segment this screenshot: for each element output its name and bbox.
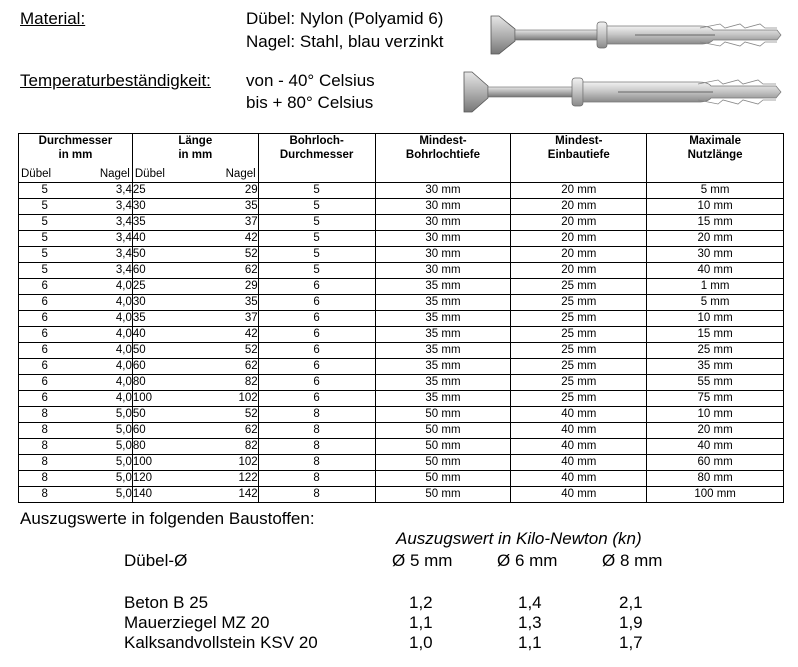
cell-bohrlochtiefe: 50 mm xyxy=(375,406,511,422)
subheader-nagel-laenge: Nagel xyxy=(182,167,258,183)
header-durchmesser: Durchmesser in mm xyxy=(19,134,133,167)
cell-nagel-diameter: 3,4 xyxy=(70,214,132,230)
cell-nutzlaenge: 60 mm xyxy=(647,454,784,470)
cell-duebel-diameter: 6 xyxy=(19,278,71,294)
nail-anchor-short-image xyxy=(485,14,785,56)
cell-duebel-length: 25 xyxy=(132,278,182,294)
cell-nagel-length: 29 xyxy=(182,278,258,294)
cell-bohrloch-durchmesser: 8 xyxy=(258,454,375,470)
pullout-column-6mm: Ø 6 mm xyxy=(497,551,558,570)
cell-duebel-diameter: 5 xyxy=(19,198,71,214)
cell-einbautiefe: 25 mm xyxy=(511,390,647,406)
cell-duebel-diameter: 6 xyxy=(19,358,71,374)
cell-nutzlaenge: 1 mm xyxy=(647,278,784,294)
pullout-row-value: 1,2 xyxy=(409,593,433,612)
cell-nutzlaenge: 5 mm xyxy=(647,182,784,198)
table-row xyxy=(19,454,784,470)
cell-nutzlaenge: 25 mm xyxy=(647,342,784,358)
cell-nagel-length: 62 xyxy=(182,422,258,438)
pullout-row-value: 1,0 xyxy=(409,633,433,652)
cell-duebel-length: 40 xyxy=(132,230,182,246)
cell-nagel-diameter: 4,0 xyxy=(70,390,132,406)
cell-einbautiefe: 20 mm xyxy=(511,198,647,214)
cell-duebel-diameter: 8 xyxy=(19,470,71,486)
cell-nagel-length: 42 xyxy=(182,326,258,342)
cell-nagel-diameter: 4,0 xyxy=(70,326,132,342)
pullout-row-material: Mauerziegel MZ 20 xyxy=(124,613,270,632)
cell-duebel-diameter: 6 xyxy=(19,390,71,406)
material-label: Material: xyxy=(20,9,86,28)
pullout-intro: Auszugswerte in folgenden Baustoffen: xyxy=(20,509,315,528)
cell-duebel-length: 30 xyxy=(132,198,182,214)
cell-duebel-diameter: 8 xyxy=(19,486,71,502)
cell-duebel-length: 60 xyxy=(132,422,182,438)
cell-nagel-length: 52 xyxy=(182,406,258,422)
cell-duebel-diameter: 6 xyxy=(19,326,71,342)
cell-nagel-length: 122 xyxy=(182,470,258,486)
cell-bohrlochtiefe: 35 mm xyxy=(375,326,511,342)
cell-nagel-diameter: 3,4 xyxy=(70,230,132,246)
cell-bohrlochtiefe: 50 mm xyxy=(375,454,511,470)
cell-duebel-diameter: 5 xyxy=(19,262,71,278)
cell-bohrloch-durchmesser: 6 xyxy=(258,342,375,358)
nail-anchor-long-image xyxy=(458,70,788,114)
cell-nagel-length: 42 xyxy=(182,230,258,246)
cell-nagel-length: 62 xyxy=(182,358,258,374)
cell-einbautiefe: 25 mm xyxy=(511,358,647,374)
header-maximale-nutzlaenge: Maximale Nutzlänge xyxy=(647,134,784,183)
header-mindest-einbautiefe: Mindest- Einbautiefe xyxy=(511,134,647,183)
cell-nagel-diameter: 4,0 xyxy=(70,294,132,310)
cell-bohrloch-durchmesser: 8 xyxy=(258,486,375,502)
table-row xyxy=(19,422,784,438)
cell-einbautiefe: 20 mm xyxy=(511,262,647,278)
material-line-2: Nagel: Stahl, blau verzinkt xyxy=(246,32,444,51)
cell-einbautiefe: 25 mm xyxy=(511,326,647,342)
cell-nutzlaenge: 30 mm xyxy=(647,246,784,262)
cell-bohrloch-durchmesser: 5 xyxy=(258,182,375,198)
cell-nagel-length: 37 xyxy=(182,310,258,326)
cell-duebel-length: 60 xyxy=(132,358,182,374)
cell-duebel-diameter: 8 xyxy=(19,438,71,454)
table-row xyxy=(19,470,784,486)
table-row xyxy=(19,406,784,422)
subheader-nagel: Nagel xyxy=(70,167,132,183)
cell-bohrlochtiefe: 30 mm xyxy=(375,198,511,214)
subheader-duebel: Dübel xyxy=(19,167,71,183)
cell-bohrloch-durchmesser: 8 xyxy=(258,470,375,486)
cell-duebel-length: 80 xyxy=(132,438,182,454)
cell-nutzlaenge: 40 mm xyxy=(647,438,784,454)
cell-einbautiefe: 40 mm xyxy=(511,470,647,486)
header-bohrloch-durchmesser: Bohrloch- Durchmesser xyxy=(258,134,375,183)
cell-duebel-diameter: 8 xyxy=(19,454,71,470)
cell-bohrloch-durchmesser: 5 xyxy=(258,198,375,214)
cell-nagel-length: 142 xyxy=(182,486,258,502)
cell-duebel-diameter: 5 xyxy=(19,214,71,230)
cell-nagel-diameter: 5,0 xyxy=(70,454,132,470)
table-row xyxy=(19,326,784,342)
cell-duebel-diameter: 5 xyxy=(19,182,71,198)
cell-bohrloch-durchmesser: 6 xyxy=(258,278,375,294)
pullout-row-material: Kalksandvollstein KSV 20 xyxy=(124,633,318,652)
cell-einbautiefe: 40 mm xyxy=(511,454,647,470)
cell-nagel-length: 82 xyxy=(182,438,258,454)
cell-duebel-length: 100 xyxy=(132,390,182,406)
cell-nagel-diameter: 3,4 xyxy=(70,198,132,214)
cell-nutzlaenge: 10 mm xyxy=(647,198,784,214)
cell-einbautiefe: 25 mm xyxy=(511,278,647,294)
pullout-unit-title: Auszugswert in Kilo-Newton (kn) xyxy=(396,529,642,548)
table-row xyxy=(19,230,784,246)
pullout-row-value: 1,4 xyxy=(518,593,542,612)
cell-bohrloch-durchmesser: 5 xyxy=(258,230,375,246)
pullout-row-value: 2,1 xyxy=(619,593,643,612)
cell-duebel-length: 25 xyxy=(132,182,182,198)
cell-nutzlaenge: 10 mm xyxy=(647,310,784,326)
cell-bohrlochtiefe: 50 mm xyxy=(375,486,511,502)
cell-bohrlochtiefe: 30 mm xyxy=(375,262,511,278)
temperature-line-1: von - 40° Celsius xyxy=(246,71,375,90)
table-row xyxy=(19,198,784,214)
cell-duebel-diameter: 6 xyxy=(19,294,71,310)
cell-bohrloch-durchmesser: 5 xyxy=(258,246,375,262)
cell-duebel-diameter: 8 xyxy=(19,406,71,422)
cell-nagel-length: 52 xyxy=(182,342,258,358)
table-row xyxy=(19,438,784,454)
cell-nagel-diameter: 5,0 xyxy=(70,438,132,454)
cell-duebel-diameter: 8 xyxy=(19,422,71,438)
cell-nutzlaenge: 5 mm xyxy=(647,294,784,310)
cell-duebel-diameter: 5 xyxy=(19,246,71,262)
cell-nutzlaenge: 75 mm xyxy=(647,390,784,406)
cell-nagel-length: 102 xyxy=(182,454,258,470)
cell-nagel-length: 37 xyxy=(182,214,258,230)
table-row xyxy=(19,358,784,374)
cell-nagel-length: 29 xyxy=(182,182,258,198)
cell-duebel-length: 35 xyxy=(132,310,182,326)
cell-bohrlochtiefe: 30 mm xyxy=(375,246,511,262)
pullout-column-label: Dübel-Ø xyxy=(124,551,188,570)
table-row xyxy=(19,486,784,502)
cell-duebel-diameter: 6 xyxy=(19,374,71,390)
temperature-label: Temperaturbeständigkeit: xyxy=(20,71,211,90)
cell-nutzlaenge: 35 mm xyxy=(647,358,784,374)
cell-duebel-length: 35 xyxy=(132,214,182,230)
cell-nutzlaenge: 15 mm xyxy=(647,214,784,230)
cell-bohrlochtiefe: 50 mm xyxy=(375,438,511,454)
cell-einbautiefe: 40 mm xyxy=(511,422,647,438)
cell-duebel-diameter: 6 xyxy=(19,342,71,358)
cell-duebel-length: 80 xyxy=(132,374,182,390)
subheader-duebel-laenge: Dübel xyxy=(132,167,182,183)
table-row xyxy=(19,390,784,406)
cell-nagel-diameter: 4,0 xyxy=(70,358,132,374)
cell-nagel-diameter: 3,4 xyxy=(70,262,132,278)
cell-duebel-length: 140 xyxy=(132,486,182,502)
table-row xyxy=(19,214,784,230)
cell-nagel-diameter: 3,4 xyxy=(70,182,132,198)
cell-bohrloch-durchmesser: 6 xyxy=(258,310,375,326)
table-row xyxy=(19,310,784,326)
cell-duebel-length: 40 xyxy=(132,326,182,342)
cell-einbautiefe: 40 mm xyxy=(511,438,647,454)
pullout-row-value: 1,1 xyxy=(518,633,542,652)
pullout-row-value: 1,3 xyxy=(518,613,542,632)
cell-nagel-length: 62 xyxy=(182,262,258,278)
cell-bohrloch-durchmesser: 6 xyxy=(258,326,375,342)
cell-nagel-length: 82 xyxy=(182,374,258,390)
cell-duebel-length: 50 xyxy=(132,406,182,422)
cell-nutzlaenge: 40 mm xyxy=(647,262,784,278)
pullout-row-value: 1,9 xyxy=(619,613,643,632)
cell-einbautiefe: 25 mm xyxy=(511,374,647,390)
pullout-row-material: Beton B 25 xyxy=(124,593,209,612)
cell-einbautiefe: 20 mm xyxy=(511,230,647,246)
cell-nutzlaenge: 100 mm xyxy=(647,486,784,502)
cell-nagel-diameter: 5,0 xyxy=(70,422,132,438)
table-row xyxy=(19,342,784,358)
cell-bohrloch-durchmesser: 6 xyxy=(258,390,375,406)
cell-duebel-length: 120 xyxy=(132,470,182,486)
pullout-column-8mm: Ø 8 mm xyxy=(602,551,663,570)
cell-bohrloch-durchmesser: 8 xyxy=(258,438,375,454)
cell-nutzlaenge: 55 mm xyxy=(647,374,784,390)
cell-bohrlochtiefe: 30 mm xyxy=(375,214,511,230)
table-row xyxy=(19,246,784,262)
cell-duebel-diameter: 6 xyxy=(19,310,71,326)
pullout-row-value: 1,1 xyxy=(409,613,433,632)
cell-duebel-length: 60 xyxy=(132,262,182,278)
cell-nutzlaenge: 20 mm xyxy=(647,422,784,438)
cell-duebel-length: 30 xyxy=(132,294,182,310)
table-row xyxy=(19,262,784,278)
cell-bohrloch-durchmesser: 8 xyxy=(258,406,375,422)
cell-duebel-diameter: 5 xyxy=(19,230,71,246)
temperature-line-2: bis + 80° Celsius xyxy=(246,93,374,112)
cell-einbautiefe: 20 mm xyxy=(511,182,647,198)
pullout-row-value: 1,7 xyxy=(619,633,643,652)
cell-nutzlaenge: 10 mm xyxy=(647,406,784,422)
cell-bohrlochtiefe: 50 mm xyxy=(375,422,511,438)
specification-table xyxy=(18,133,784,503)
cell-nagel-length: 35 xyxy=(182,198,258,214)
cell-nagel-diameter: 4,0 xyxy=(70,310,132,326)
cell-einbautiefe: 20 mm xyxy=(511,214,647,230)
cell-bohrlochtiefe: 30 mm xyxy=(375,230,511,246)
cell-nagel-diameter: 5,0 xyxy=(70,406,132,422)
cell-nagel-diameter: 4,0 xyxy=(70,342,132,358)
cell-einbautiefe: 40 mm xyxy=(511,406,647,422)
cell-einbautiefe: 25 mm xyxy=(511,342,647,358)
cell-bohrlochtiefe: 35 mm xyxy=(375,358,511,374)
cell-bohrlochtiefe: 35 mm xyxy=(375,342,511,358)
cell-bohrlochtiefe: 35 mm xyxy=(375,390,511,406)
cell-nagel-length: 52 xyxy=(182,246,258,262)
cell-bohrloch-durchmesser: 5 xyxy=(258,262,375,278)
cell-einbautiefe: 25 mm xyxy=(511,310,647,326)
cell-nutzlaenge: 20 mm xyxy=(647,230,784,246)
table-row xyxy=(19,182,784,198)
cell-einbautiefe: 20 mm xyxy=(511,246,647,262)
cell-einbautiefe: 25 mm xyxy=(511,294,647,310)
cell-bohrloch-durchmesser: 5 xyxy=(258,214,375,230)
cell-bohrlochtiefe: 30 mm xyxy=(375,182,511,198)
header-laenge: Länge in mm xyxy=(132,134,258,167)
cell-bohrlochtiefe: 35 mm xyxy=(375,278,511,294)
cell-bohrloch-durchmesser: 6 xyxy=(258,358,375,374)
cell-duebel-length: 50 xyxy=(132,342,182,358)
cell-duebel-length: 100 xyxy=(132,454,182,470)
table-row xyxy=(19,294,784,310)
cell-bohrlochtiefe: 35 mm xyxy=(375,310,511,326)
cell-nutzlaenge: 15 mm xyxy=(647,326,784,342)
cell-bohrloch-durchmesser: 8 xyxy=(258,422,375,438)
cell-nagel-diameter: 5,0 xyxy=(70,486,132,502)
cell-bohrloch-durchmesser: 6 xyxy=(258,374,375,390)
header-mindest-bohrlochtiefe: Mindest- Bohrlochtiefe xyxy=(375,134,511,183)
cell-bohrlochtiefe: 35 mm xyxy=(375,294,511,310)
cell-nagel-length: 102 xyxy=(182,390,258,406)
cell-nagel-length: 35 xyxy=(182,294,258,310)
cell-bohrlochtiefe: 35 mm xyxy=(375,374,511,390)
table-row xyxy=(19,278,784,294)
table-row xyxy=(19,374,784,390)
material-line-1: Dübel: Nylon (Polyamid 6) xyxy=(246,9,444,28)
cell-nagel-diameter: 4,0 xyxy=(70,374,132,390)
pullout-column-5mm: Ø 5 mm xyxy=(392,551,453,570)
cell-duebel-length: 50 xyxy=(132,246,182,262)
cell-nutzlaenge: 80 mm xyxy=(647,470,784,486)
cell-bohrloch-durchmesser: 6 xyxy=(258,294,375,310)
cell-einbautiefe: 40 mm xyxy=(511,486,647,502)
cell-nagel-diameter: 4,0 xyxy=(70,278,132,294)
cell-nagel-diameter: 5,0 xyxy=(70,470,132,486)
cell-nagel-diameter: 3,4 xyxy=(70,246,132,262)
cell-bohrlochtiefe: 50 mm xyxy=(375,470,511,486)
